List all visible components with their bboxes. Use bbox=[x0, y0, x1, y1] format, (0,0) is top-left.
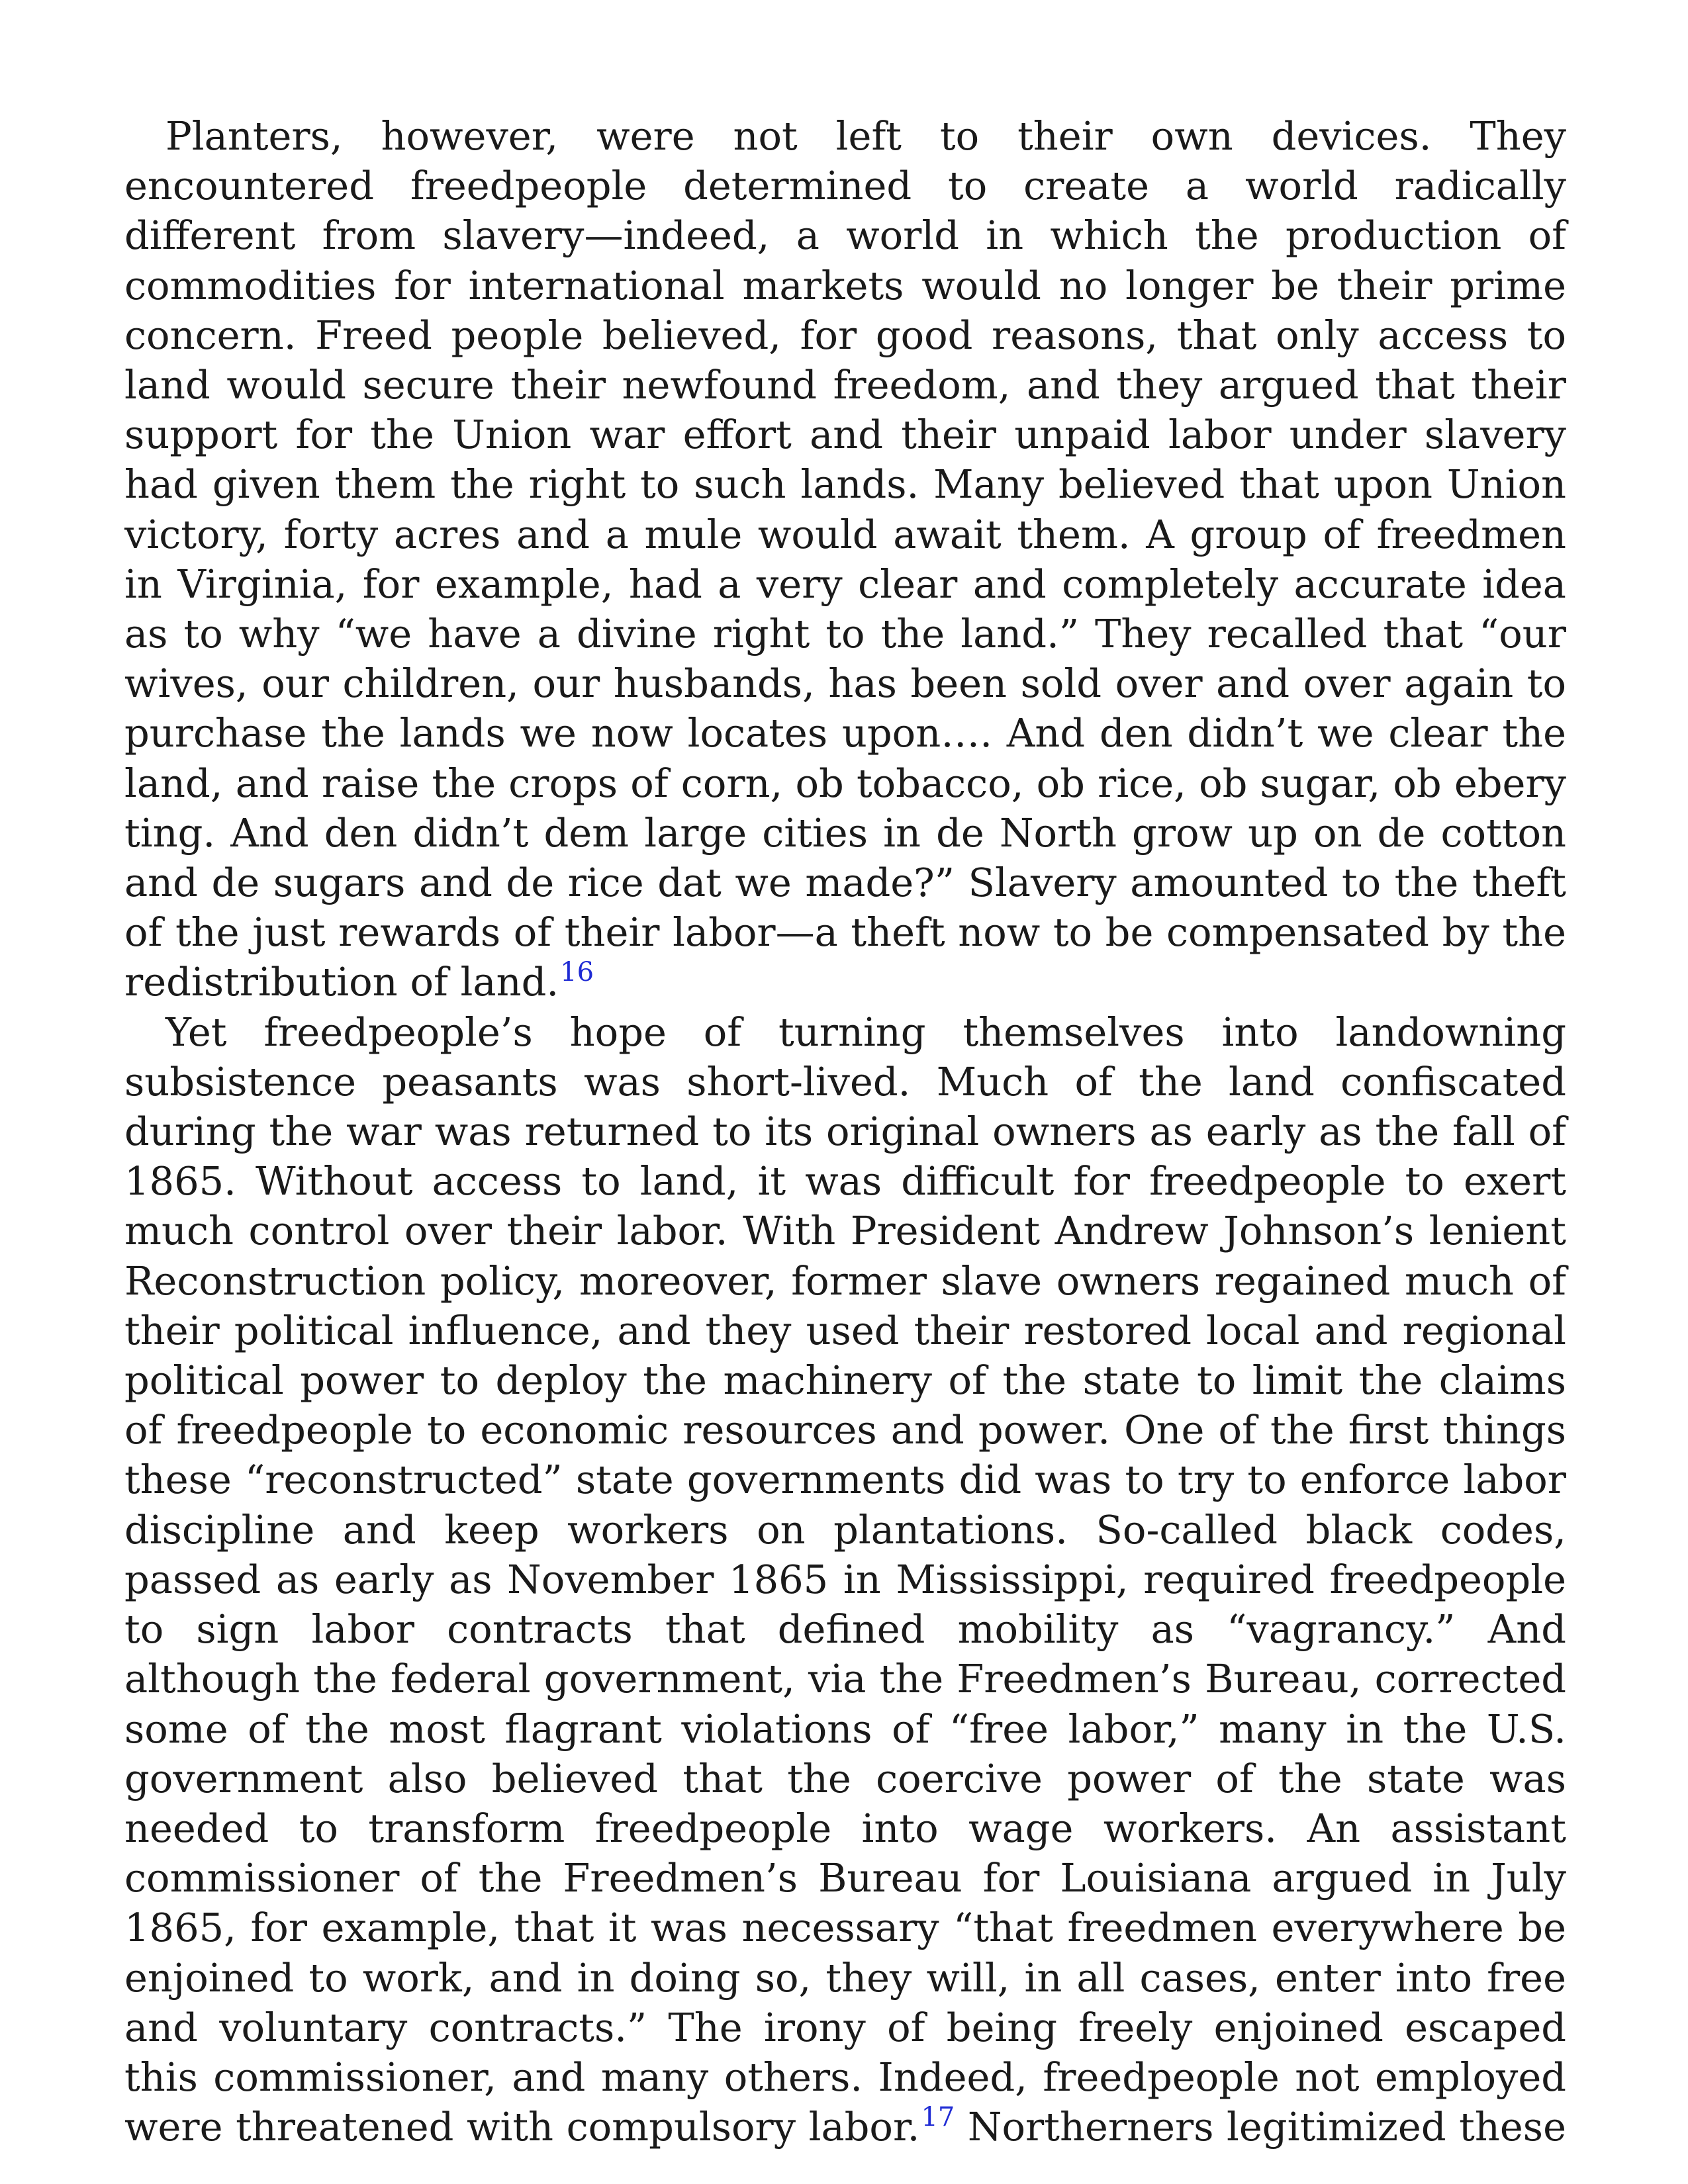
footnote-link-17[interactable]: 17 bbox=[921, 2102, 955, 2133]
paragraph-1-text: Planters, however, were not left to their own devices. They encountered freedpeople determined to create a world radically different from slavery—indeed, a world in which the production of commodities for international markets would no longer be their prime concern. Freed people believed, for good reasons, that only access to land would secure their newfound freedom, and they argued that their support for the Union war effort and their unpaid labor under slavery had given them the right to such lands. Many believed that upon Union victory, forty acres and a mule would await them. A group of freedmen in Virginia, for example, had a very clear and completely accurate idea as to why “we have a divine right to the land.” They recalled that “our wives, our children, our husbands, has been sold over and over again to purchase the lands we now locates upon…. And den didn’t we clear the land, and raise the crops of corn, ob tobacco, ob rice, ob sugar, ob ebery ting. And den didn’t dem large cities in de North grow up on de cotton and de sugars and de rice dat we made?” Slavery amounted to the theft of the just rewards of their labor—a theft now to be compensated by the redistribution of land. bbox=[124, 113, 1566, 1005]
footnote-link-16[interactable]: 16 bbox=[560, 957, 594, 988]
paragraph-2-continuation: Northerners legitimized these bbox=[955, 2104, 1566, 2150]
page-body bbox=[124, 111, 1566, 2152]
paragraph-2-text: Yet freedpeople’s hope of turning themselves into landowning subsistence peasants was short-lived. Much of the land confiscated during the war was returned to its original owners as early as the fall of 1865. Without access to land, it was difficult for freedpeople to exert much control over their labor. With President Andrew Johnson’s lenient Reconstruction policy, moreover, former slave owners regained much of their political influence, and they used their restored local and regional political power to deploy the machinery of the state to limit the claims of freedpeople to economic resources and power. One of the first things these “reconstructed” state governments did was to try to enforce labor discipline and keep workers on plantations. So-called black codes, passed as early as November 1865 in Mississippi, required freedpeople to sign labor contracts that defined mobility as “vagrancy.” And although the federal government, via the Freedmen’s Bureau, corrected some of the most flagrant violations of “free labor,” many in the U.S. government also believed that the coercive power of the state was needed to transform freedpeople into wage workers. An assistant commissioner of the Freedmen’s Bureau for Louisiana argued in July 1865, for example, that it was necessary “that freedmen everywhere be enjoined to work, and in doing so, they will, in all cases, enter into free and voluntary contracts.” The irony of being freely enjoined escaped this commissioner, and many others. Indeed, freedpeople not employed were threatened with compulsory labor. bbox=[124, 1009, 1566, 2150]
paragraph-2 bbox=[124, 1007, 1566, 2152]
paragraph-1 bbox=[124, 111, 1566, 1007]
